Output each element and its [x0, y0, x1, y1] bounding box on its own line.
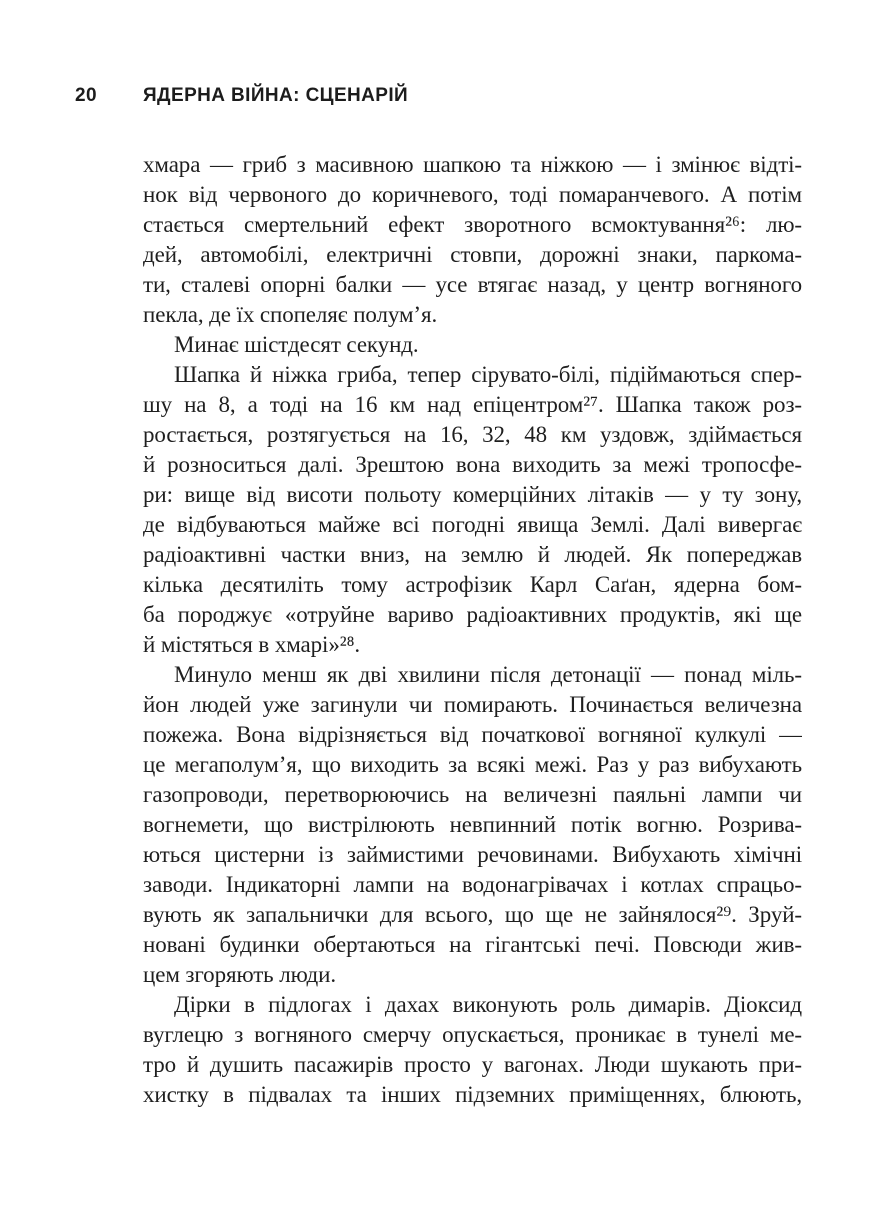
text-line: стається смертельний ефект зворотного всмоктування²⁶: лю- [143, 212, 802, 237]
text-line: Минуло менш як дві хвилини після детонації — понад міль- [174, 662, 802, 687]
text-line: вогнемети, що вистрілюють невпинний потік вогню. Розрива- [143, 812, 802, 837]
running-title: ЯДЕРНА ВІЙНА: СЦЕНАРІЙ [143, 85, 409, 106]
text-line: йон людей уже загинули чи помирають. Починається величезна [143, 692, 802, 717]
text-line: ються цистерни із займистими речовинами. Вибухають хімічні [143, 842, 802, 867]
text-line: радіоактивні частки вниз, на землю й людей. Як попереджав [143, 542, 802, 567]
text-line: Дірки в підлогах і дахах виконують роль димарів. Діоксид [174, 992, 802, 1017]
text-line: новані будинки обертаються на гігантські печі. Повсюди жив- [143, 932, 802, 957]
text-line: пекла, де їх спопеляє полум’я. [143, 302, 438, 327]
body-text [143, 150, 802, 1110]
text-line: нок від червоного до коричневого, тоді помаранчевого. А потім [143, 182, 802, 207]
text-line: Минає шістдесят секунд. [174, 332, 419, 357]
text-line: пожежа. Вона відрізняється від початкової вогняної кулкулі — [143, 722, 802, 747]
page-header [0, 85, 875, 109]
text-line: й розноситься далі. Зрештою вона виходить за межі тропосфе- [143, 452, 802, 477]
text-line: цем згоряють люди. [143, 962, 336, 987]
text-line: хистку в підвалах та інших підземних приміщеннях, блюють, [143, 1082, 802, 1107]
text-line: Шапка й ніжка гриба, тепер сірувато-білі, підіймаються спер- [174, 362, 802, 387]
text-line: хмара — гриб з масивною шапкою та ніжкою — і змінює відті- [143, 152, 802, 177]
text-line: ри: вище від висоти польоту комерційних літаків — у ту зону, [143, 482, 802, 507]
text-line: ти, сталеві опорні балки — усе втягає назад, у центр вогняного [143, 272, 802, 297]
text-line: тро й душить пасажирів просто у вагонах. Люди шукають при- [143, 1052, 802, 1077]
text-line: шу на 8, а тоді на 16 км над епіцентром²⁷. Шапка також роз- [143, 392, 802, 417]
text-line: й містяться в хмарі»²⁸. [143, 632, 361, 657]
text-line: заводи. Індикаторні лампи на водонагрівачах і котлах спрацьо- [143, 872, 802, 897]
text-line: ба породжує «отруйне вариво радіоактивних продуктів, які ще [143, 602, 802, 627]
text-line: ростається, розтягується на 16, 32, 48 км уздовж, здіймається [143, 422, 802, 447]
text-line: де відбуваються майже всі погодні явища Землі. Далі вивергає [143, 512, 802, 537]
text-line: кілька десятиліть тому астрофізик Карл Саґан, ядерна бом- [143, 572, 802, 597]
text-line: вують як запальнички для всього, що ще не зайнялося²⁹. Зруй- [143, 902, 802, 927]
text-line: газопроводи, перетворюючись на величезні паяльні лампи чи [143, 782, 802, 807]
text-line: дей, автомобілі, електричні стовпи, дорожні знаки, паркома- [143, 242, 802, 267]
page-number: 20 [75, 85, 97, 106]
text-line: це мегаполум’я, що виходить за всякі межі. Раз у раз вибухають [143, 752, 802, 777]
text-line: вуглецю з вогняного смерчу опускається, проникає в тунелі ме- [143, 1022, 802, 1047]
